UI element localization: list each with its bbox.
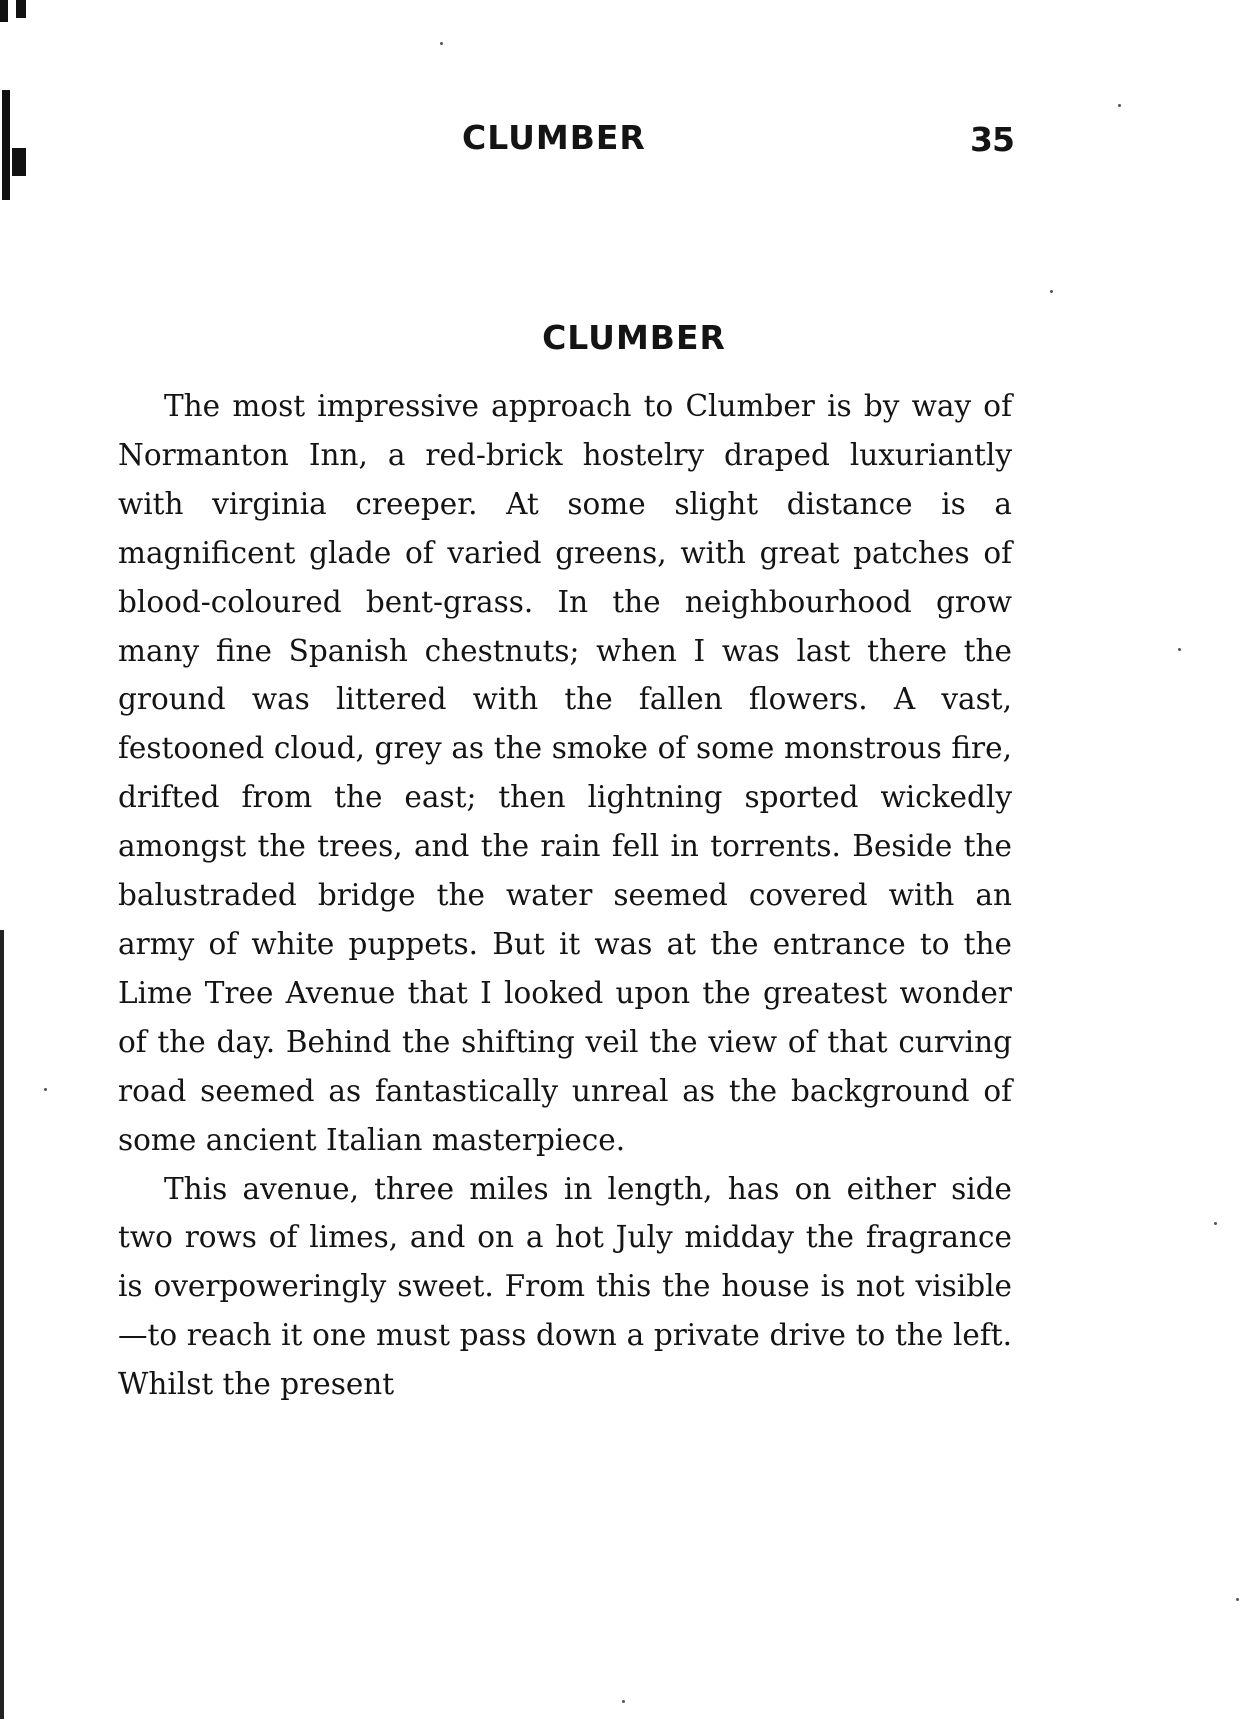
- scan-speck: [44, 1088, 47, 1091]
- scan-speck: [1118, 104, 1121, 107]
- running-head-title: CLUMBER: [462, 118, 646, 157]
- scan-edge-mark: [0, 930, 4, 1719]
- scan-speck: [1214, 1222, 1217, 1225]
- paragraph: The most impressive approach to Clumber is by way of Normanton Inn, a red-brick hostelry draped luxuriantly with virginia creeper. At some slight distance is a magnificent glade of varied greens, with great patches of blood-coloured bent-grass. In the neighbourhood grow many fine Spanish chestnuts; when I was last there the ground was littered with the fallen flowers. A vast, festooned cloud, grey as the smoke of some monstrous fire, drifted from the east; then lightning sported wickedly amongst the trees, and the rain fell in torrents. Beside the balustraded bridge the water seemed covered with an army of white puppets. But it was at the entrance to the Lime Tree Avenue that I looked upon the greatest wonder of the day. Behind the shifting veil the view of that curving road seemed as fantastically unreal as the background of some ancient Italian masterpiece.: [118, 389, 1012, 1157]
- scan-speck: [1236, 1598, 1239, 1601]
- body-text: [118, 382, 1012, 1409]
- page-number: 35: [970, 120, 1014, 159]
- scan-speck: [440, 42, 443, 45]
- scan-speck: [622, 1700, 625, 1703]
- scan-speck: [1050, 290, 1053, 293]
- scan-speck: [1178, 648, 1181, 651]
- chapter-heading: CLUMBER: [542, 318, 726, 357]
- scan-edge-mark: [0, 0, 8, 22]
- paragraph: This avenue, three miles in length, has on either side two rows of limes, and on a hot July midday the fragrance is overpoweringly sweet. From this the house is not visible—to reach it one must pass down a private drive to the left. Whilst the present: [118, 1171, 1012, 1402]
- scan-edge-mark: [16, 0, 26, 18]
- running-head: [0, 118, 1250, 158]
